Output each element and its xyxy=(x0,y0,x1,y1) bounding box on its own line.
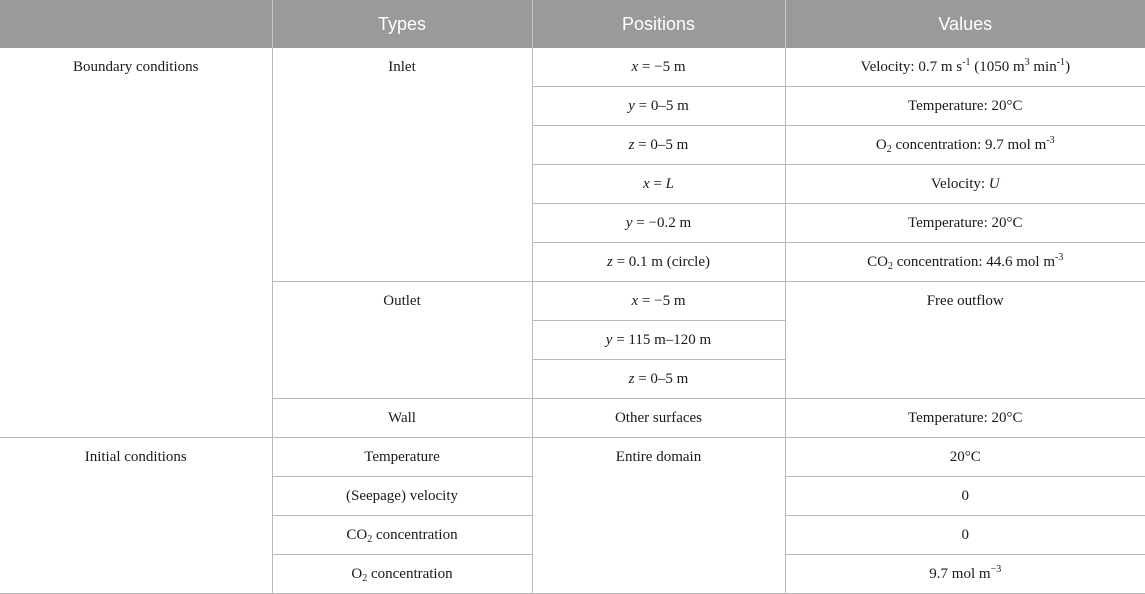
position-cell xyxy=(532,87,785,126)
value-init-o2 xyxy=(785,555,1145,594)
position-value: = 0–5 m xyxy=(634,371,689,387)
type-sub: 2 xyxy=(362,573,368,584)
type-wall: Wall xyxy=(272,399,532,438)
position-value: = 0.1 m (circle) xyxy=(612,254,710,270)
type-inlet: Inlet xyxy=(272,48,532,282)
value-text: ) xyxy=(1065,59,1071,75)
type-temperature: Temperature xyxy=(272,438,532,477)
value-outlet: Free outflow xyxy=(785,282,1145,399)
position-entire-domain: Entire domain xyxy=(532,438,785,594)
position-cell xyxy=(532,243,785,282)
value-sup: 3 xyxy=(1024,57,1030,68)
position-cell xyxy=(532,48,785,87)
position-var: z xyxy=(606,254,613,270)
type-text: CO xyxy=(346,527,368,543)
value-init-temp: 20°C xyxy=(785,438,1145,477)
value-text: CO xyxy=(867,254,888,270)
position-eq: = xyxy=(649,176,666,192)
value-sub: 2 xyxy=(886,144,892,155)
group-initial-conditions: Initial conditions xyxy=(0,438,272,594)
header-positions: Positions xyxy=(532,0,785,48)
type-text: concentration xyxy=(372,527,458,543)
value-cell: Temperature: 20°C xyxy=(785,204,1145,243)
type-text: O xyxy=(351,566,363,582)
position-value: = −0.2 m xyxy=(632,215,692,231)
type-seepage-velocity: (Seepage) velocity xyxy=(272,477,532,516)
position-value: = −5 m xyxy=(638,59,686,75)
value-text: concentration: 9.7 mol m xyxy=(891,137,1047,153)
position-value: = 0–5 m xyxy=(634,137,689,153)
position-var: y xyxy=(628,98,635,114)
value-cell xyxy=(785,243,1145,282)
table-row xyxy=(0,438,1145,477)
value-cell xyxy=(785,126,1145,165)
position-cell xyxy=(532,204,785,243)
type-sub: 2 xyxy=(367,534,373,545)
position-value: = −5 m xyxy=(638,293,686,309)
position-cell xyxy=(532,165,785,204)
value-sup: -1 xyxy=(1056,57,1066,68)
position-var: y xyxy=(625,215,633,231)
position-var: y xyxy=(605,332,613,348)
type-outlet: Outlet xyxy=(272,282,532,399)
type-co2-concentration xyxy=(272,516,532,555)
type-text: concentration xyxy=(367,566,453,582)
value-init-co2: 0 xyxy=(785,516,1145,555)
value-cell: Temperature: 20°C xyxy=(785,87,1145,126)
position-value: = 0–5 m xyxy=(634,98,689,114)
position-var: z xyxy=(628,137,635,153)
value-text: Velocity: 0.7 m s xyxy=(860,59,963,75)
value-sup: −3 xyxy=(990,564,1002,575)
header-blank xyxy=(0,0,272,48)
table-row xyxy=(0,48,1145,87)
group-boundary-conditions: Boundary conditions xyxy=(0,48,272,438)
header-values: Values xyxy=(785,0,1145,48)
value-text: (1050 m xyxy=(970,59,1025,75)
position-var: x xyxy=(643,176,650,192)
position-cell xyxy=(532,282,785,321)
position-wall: Other surfaces xyxy=(532,399,785,438)
value-text: min xyxy=(1029,59,1057,75)
position-var: x xyxy=(631,59,639,75)
position-value: = 115 m–120 m xyxy=(612,332,712,348)
position-cell xyxy=(532,126,785,165)
position-var: z xyxy=(628,371,635,387)
value-sup: -3 xyxy=(1046,135,1055,146)
value-wall: Temperature: 20°C xyxy=(785,399,1145,438)
value-text: concentration: 44.6 mol m xyxy=(892,254,1056,270)
position-cell xyxy=(532,321,785,360)
value-cell xyxy=(785,48,1145,87)
value-text: 9.7 mol m xyxy=(929,566,991,582)
table-header xyxy=(0,0,1145,48)
value-sub: 2 xyxy=(887,261,893,272)
header-types: Types xyxy=(272,0,532,48)
value-sup: -3 xyxy=(1055,252,1064,263)
position-value: L xyxy=(665,176,674,192)
value-init-velocity: 0 xyxy=(785,477,1145,516)
position-cell xyxy=(532,360,785,399)
value-cell xyxy=(785,165,1145,204)
type-o2-concentration xyxy=(272,555,532,594)
value-symbol: U xyxy=(988,176,1000,192)
value-text: O xyxy=(875,137,887,153)
value-text: Velocity: xyxy=(930,176,989,192)
value-sup: -1 xyxy=(962,57,971,68)
position-var: x xyxy=(631,293,639,309)
